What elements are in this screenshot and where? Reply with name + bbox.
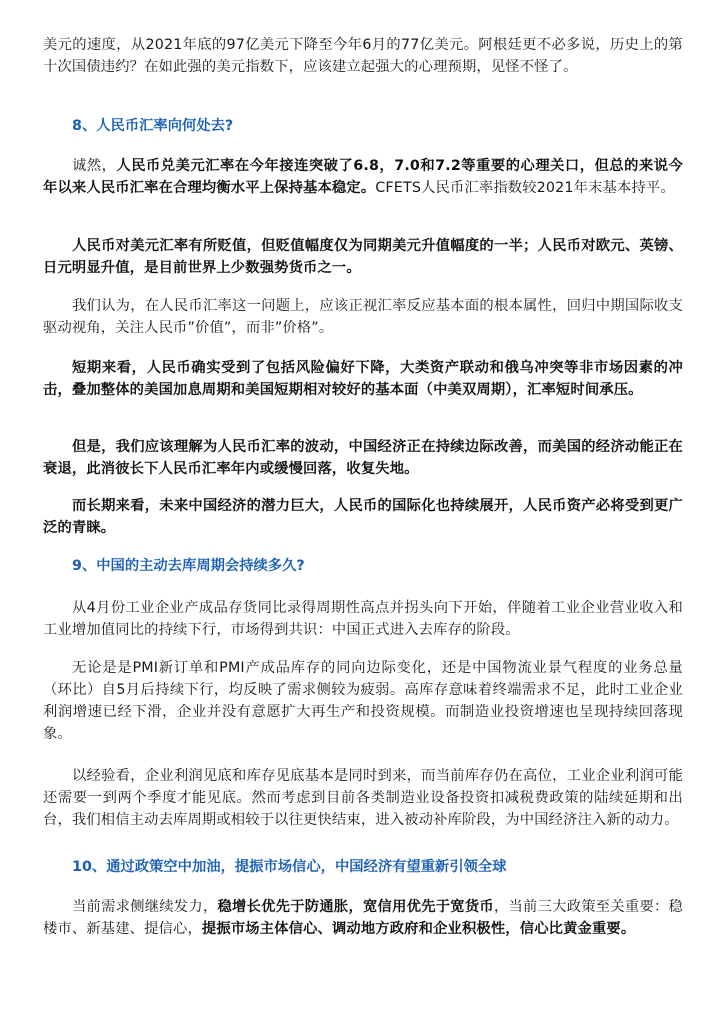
section-heading-10: 10、通过政策空中加油，提振市场信心，中国经济有望重新引领全球 [72, 859, 507, 875]
paragraph-destocking: 从4月份工业企业产成品存货同比录得周期性高点并拐头向下开始，伴随着工业企业营业收入和工业增加值同比的持续下行，市场得到共识：中国正式进入去库存的阶段。 [43, 600, 683, 638]
text-lead: 诚然， [72, 158, 117, 174]
text-bold: 而长期来看，未来中国经济的潜力巨大，人民币的国际化也持续展开，人民币资产必将受到更广泛的青睐。 [43, 498, 683, 536]
paragraph-pmi: 无论是是PMI新订单和PMI产成品库存的同向边际变化，还是中国物流业景气程度的业务总量（环比）自5月后持续下行，均反映了需求侧较为疲弱。高库存意味着终端需求不足，此时工业企业利润增速已经下滑，企业并没有意愿扩大再生产和投资规模。而制造业投资增速也呈现持续回落现象。 [43, 660, 683, 742]
text-a: 当前需求侧继续发力， [72, 899, 218, 915]
paragraph-however [43, 436, 683, 480]
paragraph-rmb-depreciation [43, 235, 683, 279]
section-heading-9: 9、中国的主动去库周期会持续多久? [72, 558, 305, 574]
text-b: 稳增长优先于防通胀，宽信用优先于宽货币 [217, 899, 494, 915]
text-bold: 人民币兑美元汇率在今年接连突破了6.8，7.0和7.2等重要的心理关口，但总的来说今年以来人民币汇率在合理均衡水平上保持基本稳定。 [43, 158, 684, 196]
paragraph-rmb-breakthrough [43, 155, 683, 199]
text-bold: 但是，我们应该理解为人民币汇率的波动，中国经济正在持续边际改善，而美国的经济动能正在衰退，此消彼长下人民币汇率年内或缓慢回落，收复失地。 [43, 439, 683, 477]
text-c: ，当前三大政策至关重要：稳楼市、新基建、提信心， [43, 899, 683, 937]
section-heading-8: 8、人民币汇率向何处去? [72, 118, 234, 134]
paragraph-long-term [43, 495, 683, 539]
text-d: 提振市场主体信心、调动地方政府和企业积极性，信心比黄金重要。 [201, 921, 636, 937]
paragraph-experience: 以经验看，企业利润见底和库存见底基本是同时到来，而当前库存仍在高位，工业企业利润可能还需要一到两个季度才能见底。然而考虑到目前各类制造业设备投资扣减税费政策的陆续延期和出台，我们相信主动去库周期或相较于以往更快结束，进入被动补库阶段，为中国经济注入新的动力。 [43, 768, 683, 828]
text-bold: 人民币对美元汇率有所贬值，但贬值幅度仅为同期美元升值幅度的一半；人民币对欧元、英镑、日元明显升值，是目前世界上少数强势货币之一。 [43, 238, 683, 276]
text-tail: CFETS人民币汇率指数较2021年末基本持平。 [375, 180, 675, 196]
text-bold: 短期来看，人民币确实受到了包括风险偏好下降，大类资产联动和俄乌冲突等非市场因素的冲击，叠加整体的美国加息周期和美国短期相对较好的基本面（中美双周期），汇率短时间承压。 [43, 360, 683, 398]
paragraph-argentina: 美元的速度，从2021年底的97亿美元下降至今年6月的77亿美元。阿根廷更不必多说，历史上的第十次国债违约？在如此强的美元指数下，应该建立起强大的心理预期，见怪不怪了。 [43, 37, 683, 75]
paragraph-policy [43, 896, 683, 940]
paragraph-short-term [43, 357, 683, 401]
paragraph-value-vs-price: 我们认为，在人民币汇率这一问题上，应该正视汇率反应基本面的根本属性，回归中期国际收支驱动视角，关注人民币”价值”，而非”价格”。 [43, 298, 683, 336]
